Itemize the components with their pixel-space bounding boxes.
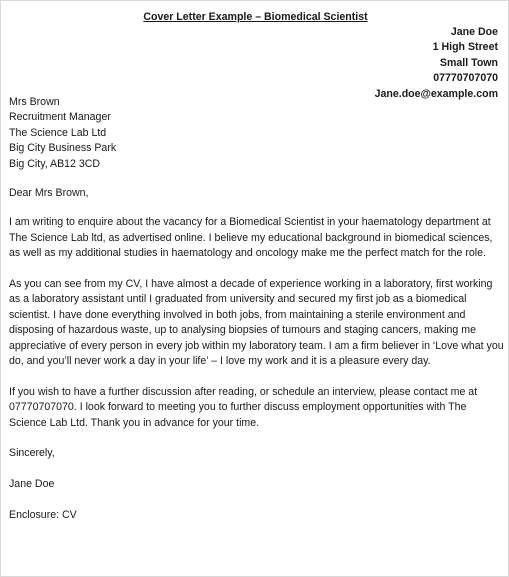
enclosure-note: Enclosure: CV — [9, 509, 77, 522]
recipient-name: Mrs Brown — [9, 96, 60, 108]
closing: Sincerely, — [9, 447, 55, 460]
recipient-address-line-1: Big City Business Park — [9, 142, 117, 155]
letter-body — [9, 186, 504, 539]
sender-address-block — [375, 25, 498, 102]
recipient-address-block — [9, 95, 116, 172]
recipient-role: Recruitment Manager — [9, 111, 111, 124]
sender-phone: 07770707070 — [433, 72, 498, 85]
sender-email: Jane.doe@example.com — [374, 87, 498, 100]
recipient-company: The Science Lab Ltd — [9, 126, 107, 139]
signature-name: Jane Doe — [9, 478, 55, 491]
sender-town: Small Town — [439, 56, 498, 69]
sender-name: Jane Doe — [450, 26, 498, 38]
paragraph-contact: If you wish to have a further discussion after reading, or schedule an interview, please contact me at 07770707070. I look forward to meeting you to further discuss employment opportunities with The Science Lab Ltd. Thank you in advance for your time. — [9, 385, 478, 429]
paragraph-intro: I am writing to enquire about the vacancy for a Biomedical Scientist in your haematology department at The Science Lab ltd, as advertised online. I believe my educational background in biomedical sciences, as well as my additional studies in haematology and oncology make me the perfect match for the role. — [9, 216, 493, 260]
sender-street: 1 High Street — [432, 41, 498, 54]
document-title: Cover Letter Example – Biomedical Scientist — [143, 11, 368, 23]
paragraph-experience: As you can see from my CV, I have almost a decade of experience working in a laboratory, first working as a laboratory assistant until I graduated from university and secured my first job as a biomedical scientist. I have done everything involved in both jobs, from maintaining a sterile environment and disposing of hazardous waste, up to analysing biopsies of tumours and staging cancers, making me appreciative of every person in every job within my laboratory team. I am a firm believer in ‘Love what you do, and you’ll never work a day in your life’ – I love my work and it is a pleasure every day. — [9, 278, 504, 368]
salutation: Dear Mrs Brown, — [9, 187, 89, 199]
recipient-address-line-2: Big City, AB12 3CD — [9, 157, 101, 170]
